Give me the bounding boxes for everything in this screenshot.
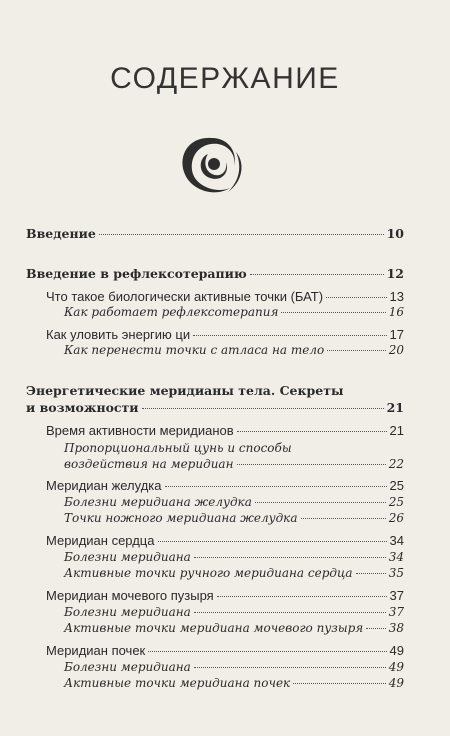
dot-leader: [250, 274, 384, 275]
toc-page-number: 37: [388, 605, 404, 619]
dot-leader: [193, 335, 386, 336]
dot-leader: [293, 683, 385, 684]
toc-entry-text: Как уловить энергию ци: [46, 327, 191, 342]
toc-entry-transfer-points[interactable]: [26, 342, 404, 358]
toc-entry-text: воздействия на меридиан: [64, 457, 234, 471]
toc-entry-how-works[interactable]: [26, 304, 404, 320]
dot-leader: [237, 464, 386, 465]
dot-leader: [194, 557, 386, 558]
toc-entry-text: Болезни меридиана: [64, 605, 191, 619]
dot-leader: [99, 234, 384, 235]
toc-entry-kidney-points[interactable]: [26, 675, 404, 691]
toc-entry-text: Введение в рефлексотерапию: [26, 266, 247, 281]
toc-entry-text: Меридиан сердца: [46, 533, 155, 548]
toc-page-number: 12: [386, 266, 404, 281]
toc-entry-text: Что такое биологически активные точки (БАТ): [46, 289, 324, 304]
toc-page-number: 35: [388, 566, 404, 580]
toc-entry-heart-points[interactable]: [26, 565, 404, 581]
toc-page-number: 20: [388, 343, 404, 357]
toc-page-number: 25: [388, 495, 404, 509]
dot-leader: [158, 541, 387, 542]
toc-page-number: 10: [386, 226, 404, 241]
toc-entry-meridians-line1[interactable]: Энергетические меридианы тела. Секреты: [26, 383, 344, 398]
toc-entry-meridians[interactable]: [26, 400, 404, 416]
toc-entry-text: Меридиан желудка: [46, 478, 162, 493]
toc-entry-text: Меридиан мочевого пузыря: [46, 588, 214, 603]
toc-entry-stomach-points[interactable]: [26, 510, 404, 526]
toc-page-number: 26: [388, 511, 404, 525]
dot-leader: [142, 408, 384, 409]
dot-leader: [237, 431, 387, 432]
toc-entry-text: Введение: [26, 226, 96, 241]
toc-entry-text: Болезни меридиана: [64, 550, 191, 564]
toc-page-number: 49: [388, 660, 404, 674]
dot-leader: [217, 596, 387, 597]
toc-entry-text: Точки ножного меридиана желудка: [64, 511, 298, 525]
toc-entry-kidney[interactable]: [26, 643, 404, 659]
toc-entry-text: Время активности меридианов: [46, 423, 234, 438]
dot-leader: [326, 297, 386, 298]
dot-leader: [194, 667, 386, 668]
toc-entry-text: Болезни меридиана желудка: [64, 495, 252, 509]
toc-page-number: 34: [388, 550, 404, 564]
toc-entry-activity-time[interactable]: [26, 423, 404, 439]
toc-entry-text: Меридиан почек: [46, 643, 146, 658]
dot-leader: [194, 612, 386, 613]
toc-entry-text: Как перенести точки с атласа на тело: [64, 343, 325, 357]
toc-entry-text: Активные точки ручного меридиана сердца: [64, 566, 353, 580]
toc-entry-bladder-points[interactable]: [26, 620, 404, 636]
dot-leader: [356, 573, 386, 574]
toc-entry-qi[interactable]: [26, 327, 404, 343]
toc-entry-text: и возможности: [26, 400, 139, 415]
toc-page-number: 21: [389, 423, 404, 438]
toc-page-number: 38: [388, 621, 404, 635]
dot-leader: [327, 350, 385, 351]
toc-entry-heart[interactable]: [26, 533, 404, 549]
page-title: СОДЕРЖАНИЕ: [110, 62, 340, 95]
dot-leader: [165, 486, 387, 487]
toc-page-number: 49: [389, 643, 404, 658]
toc-entry-kidney-diseases[interactable]: [26, 659, 404, 675]
dot-leader: [301, 518, 386, 519]
toc-entry-reflexotherapy[interactable]: [26, 266, 404, 282]
toc-entry-text: Как работает рефлексотерапия: [64, 305, 279, 319]
toc-page-number: 34: [389, 533, 404, 548]
toc-entry-cun-line1[interactable]: Пропорциональный цунь и способы: [64, 441, 292, 455]
toc-page-number: 21: [386, 400, 404, 415]
toc-entry-text: Активные точки меридиана мочевого пузыря: [64, 621, 364, 635]
toc-page-number: 17: [389, 327, 404, 342]
toc-page-number: 49: [388, 676, 404, 690]
toc-entry-stomach-diseases[interactable]: [26, 494, 404, 510]
toc-page-number: 25: [389, 478, 404, 493]
dot-leader: [366, 628, 385, 629]
swirl-logo-icon: [174, 132, 250, 200]
toc-entry-bladder[interactable]: [26, 588, 404, 604]
dot-leader: [148, 651, 386, 652]
toc-entry-text: Активные точки меридиана почек: [64, 676, 291, 690]
toc-entry-bat[interactable]: [26, 289, 404, 305]
dot-leader: [281, 312, 385, 313]
toc-entry-cun[interactable]: [26, 456, 404, 472]
toc-entry-heart-diseases[interactable]: [26, 549, 404, 565]
toc-entry-stomach[interactable]: [26, 478, 404, 494]
toc-page-number: 37: [389, 588, 404, 603]
toc-entry-introduction[interactable]: [26, 226, 404, 242]
toc-page-number: 16: [388, 305, 404, 319]
toc-entry-text: Болезни меридиана: [64, 660, 191, 674]
dot-leader: [255, 502, 386, 503]
toc-entry-bladder-diseases[interactable]: [26, 604, 404, 620]
toc-page-number: 13: [389, 289, 404, 304]
toc-page-number: 22: [388, 457, 404, 471]
